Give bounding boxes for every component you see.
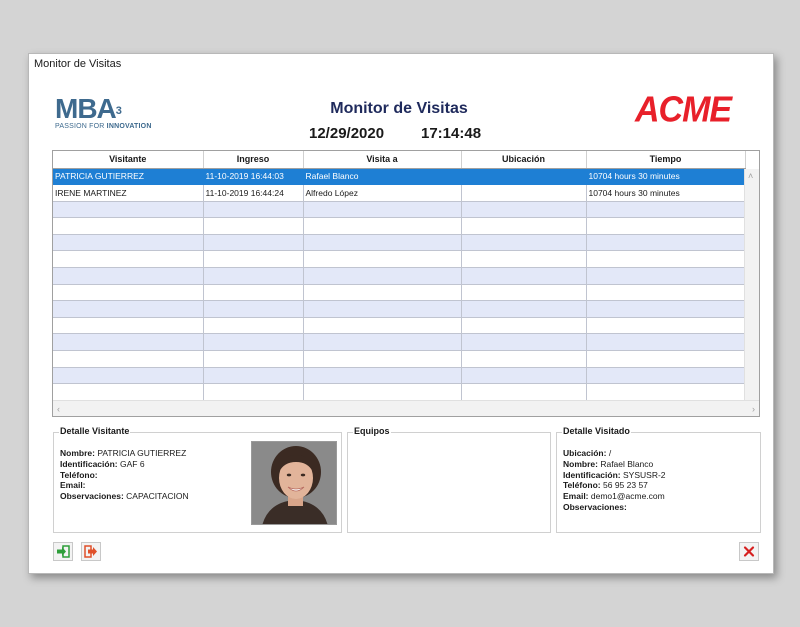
empty-cell <box>586 367 745 384</box>
visited-email: demo1@acme.com <box>590 491 665 502</box>
empty-cell <box>461 268 586 285</box>
empty-cell <box>203 334 303 351</box>
cell-ingreso: 11-10-2019 16:44:03 <box>203 168 303 185</box>
empty-cell <box>303 384 461 401</box>
empty-cell <box>461 317 586 334</box>
empty-cell <box>203 218 303 235</box>
table-row[interactable] <box>53 301 745 318</box>
cell-tiempo: 10704 hours 30 minutes <box>586 185 745 202</box>
table-row[interactable] <box>53 201 745 218</box>
visits-grid[interactable] <box>52 150 760 417</box>
cell-ubicacion <box>461 185 586 202</box>
equipos-title: Equipos <box>354 426 390 436</box>
empty-cell <box>303 251 461 268</box>
cell-visita-a: Rafael Blanco <box>303 168 461 185</box>
empty-cell <box>461 367 586 384</box>
empty-cell <box>303 218 461 235</box>
empty-cell <box>303 284 461 301</box>
empty-cell <box>586 251 745 268</box>
empty-cell <box>203 201 303 218</box>
empty-cell <box>53 201 203 218</box>
empty-cell <box>303 351 461 368</box>
empty-cell <box>303 268 461 285</box>
column-header-visitante[interactable]: Visitante <box>53 151 203 168</box>
empty-cell <box>203 384 303 401</box>
window-title: Monitor de Visitas <box>34 58 122 70</box>
equipos-panel <box>347 426 551 533</box>
column-header-ubicacion[interactable]: Ubicación <box>461 151 586 168</box>
page-title: Monitor de Visitas <box>330 100 468 117</box>
mba-logo-tagline: PASSION FOR <box>55 123 107 130</box>
table-row[interactable] <box>53 284 745 301</box>
table-header-row <box>53 151 745 168</box>
visits-table <box>53 151 746 401</box>
empty-cell <box>461 234 586 251</box>
visited-ubicacion-label: Ubicación: <box>563 448 607 458</box>
cell-visita-a: Alfredo López <box>303 185 461 202</box>
close-icon <box>740 543 758 560</box>
empty-cell <box>303 317 461 334</box>
empty-cell <box>461 384 586 401</box>
visitor-detail-title: Detalle Visitante <box>60 426 130 436</box>
cell-ingreso: 11-10-2019 16:44:24 <box>203 185 303 202</box>
empty-cell <box>203 317 303 334</box>
main-window <box>28 53 774 574</box>
empty-cell <box>203 301 303 318</box>
mba-logo-mark: MBA <box>55 93 116 124</box>
close-button[interactable] <box>739 542 759 561</box>
visited-identificacion-label: Identificación: <box>563 469 621 480</box>
empty-cell <box>53 218 203 235</box>
empty-cell <box>461 218 586 235</box>
empty-cell <box>203 367 303 384</box>
empty-cell <box>586 351 745 368</box>
visited-nombre-label: Nombre: <box>563 458 598 469</box>
mba-logo <box>55 93 165 130</box>
table-row[interactable] <box>53 384 745 401</box>
empty-cell <box>53 317 203 334</box>
empty-cell <box>53 234 203 251</box>
scroll-right-icon[interactable]: › <box>752 404 755 414</box>
table-row[interactable] <box>53 168 745 185</box>
visited-ubicacion: / <box>608 448 612 458</box>
visited-telefono-label: Teléfono: <box>563 480 601 491</box>
visitor-observaciones: CAPACITACION <box>126 491 189 502</box>
scroll-up-icon[interactable]: ˄ <box>748 171 754 181</box>
table-row[interactable] <box>53 185 745 202</box>
empty-cell <box>461 201 586 218</box>
empty-cell <box>586 234 745 251</box>
visited-identificacion: SYSUSR-2 <box>623 469 666 480</box>
table-row[interactable] <box>53 268 745 285</box>
empty-cell <box>461 251 586 268</box>
empty-cell <box>53 284 203 301</box>
table-row[interactable] <box>53 317 745 334</box>
vertical-scrollbar[interactable] <box>744 169 759 400</box>
empty-cell <box>586 218 745 235</box>
visitor-nombre-label: Nombre: <box>60 448 95 458</box>
cell-tiempo: 10704 hours 30 minutes <box>586 168 745 185</box>
table-row[interactable] <box>53 234 745 251</box>
table-row[interactable] <box>53 367 745 384</box>
table-row[interactable] <box>53 351 745 368</box>
empty-cell <box>461 284 586 301</box>
empty-cell <box>586 284 745 301</box>
empty-cell <box>53 384 203 401</box>
empty-cell <box>203 251 303 268</box>
column-header-ingreso[interactable]: Ingreso <box>203 151 303 168</box>
empty-cell <box>586 201 745 218</box>
mba-logo-tagline-bold: INNOVATION <box>106 123 152 130</box>
cell-ubicacion <box>461 168 586 185</box>
visitor-telefono-label: Teléfono: <box>60 469 98 480</box>
empty-cell <box>203 268 303 285</box>
visitor-identificacion: GAF 6 <box>120 458 145 469</box>
empty-cell <box>53 334 203 351</box>
table-row[interactable] <box>53 334 745 351</box>
table-row[interactable] <box>53 218 745 235</box>
column-header-tiempo[interactable]: Tiempo <box>586 151 745 168</box>
register-entry-button[interactable] <box>53 542 73 561</box>
empty-cell <box>461 301 586 318</box>
visitor-identificacion-label: Identificación: <box>60 458 118 469</box>
empty-cell <box>586 334 745 351</box>
empty-cell <box>303 367 461 384</box>
acme-logo: ACME <box>635 90 732 130</box>
cell-visitante: IRENE MARTINEZ <box>53 185 203 202</box>
empty-cell <box>203 284 303 301</box>
empty-cell <box>53 251 203 268</box>
empty-cell <box>586 301 745 318</box>
empty-cell <box>53 351 203 368</box>
empty-cell <box>53 268 203 285</box>
visitor-photo-image <box>252 442 337 525</box>
visited-nombre: Rafael Blanco <box>600 458 654 469</box>
sign-in-icon <box>54 543 72 560</box>
sign-out-icon <box>82 543 100 560</box>
empty-cell <box>586 268 745 285</box>
empty-cell <box>203 351 303 368</box>
visited-observaciones-label: Observaciones: <box>563 501 627 512</box>
visitor-nombre: PATRICIA GUTIERREZ <box>97 448 187 458</box>
current-time: 17:14:48 <box>421 125 482 142</box>
empty-cell <box>203 234 303 251</box>
visited-detail-panel <box>556 426 761 533</box>
empty-cell <box>53 367 203 384</box>
empty-cell <box>303 334 461 351</box>
horizontal-scrollbar[interactable] <box>53 400 759 416</box>
table-row[interactable] <box>53 251 745 268</box>
visited-email-label: Email: <box>563 491 589 502</box>
visitor-photo <box>251 441 337 525</box>
mba-logo-superscript: 3 <box>115 105 121 117</box>
visitor-observaciones-label: Observaciones: <box>60 491 124 502</box>
visitor-email-label: Email: <box>60 480 86 491</box>
empty-cell <box>303 201 461 218</box>
current-date: 12/29/2020 <box>309 125 385 142</box>
empty-cell <box>461 351 586 368</box>
empty-cell <box>303 301 461 318</box>
empty-cell <box>303 234 461 251</box>
column-header-visita-a[interactable]: Visita a <box>303 151 461 168</box>
empty-cell <box>461 334 586 351</box>
empty-cell <box>53 301 203 318</box>
visitor-detail-panel <box>53 426 342 533</box>
cell-visitante: PATRICIA GUTIERREZ <box>53 168 203 185</box>
visited-telefono: 56 95 23 57 <box>603 480 648 491</box>
visited-detail-title: Detalle Visitado <box>563 426 630 436</box>
empty-cell <box>586 317 745 334</box>
register-exit-button[interactable] <box>81 542 101 561</box>
scroll-left-icon[interactable]: ‹ <box>57 404 60 414</box>
empty-cell <box>586 384 745 401</box>
